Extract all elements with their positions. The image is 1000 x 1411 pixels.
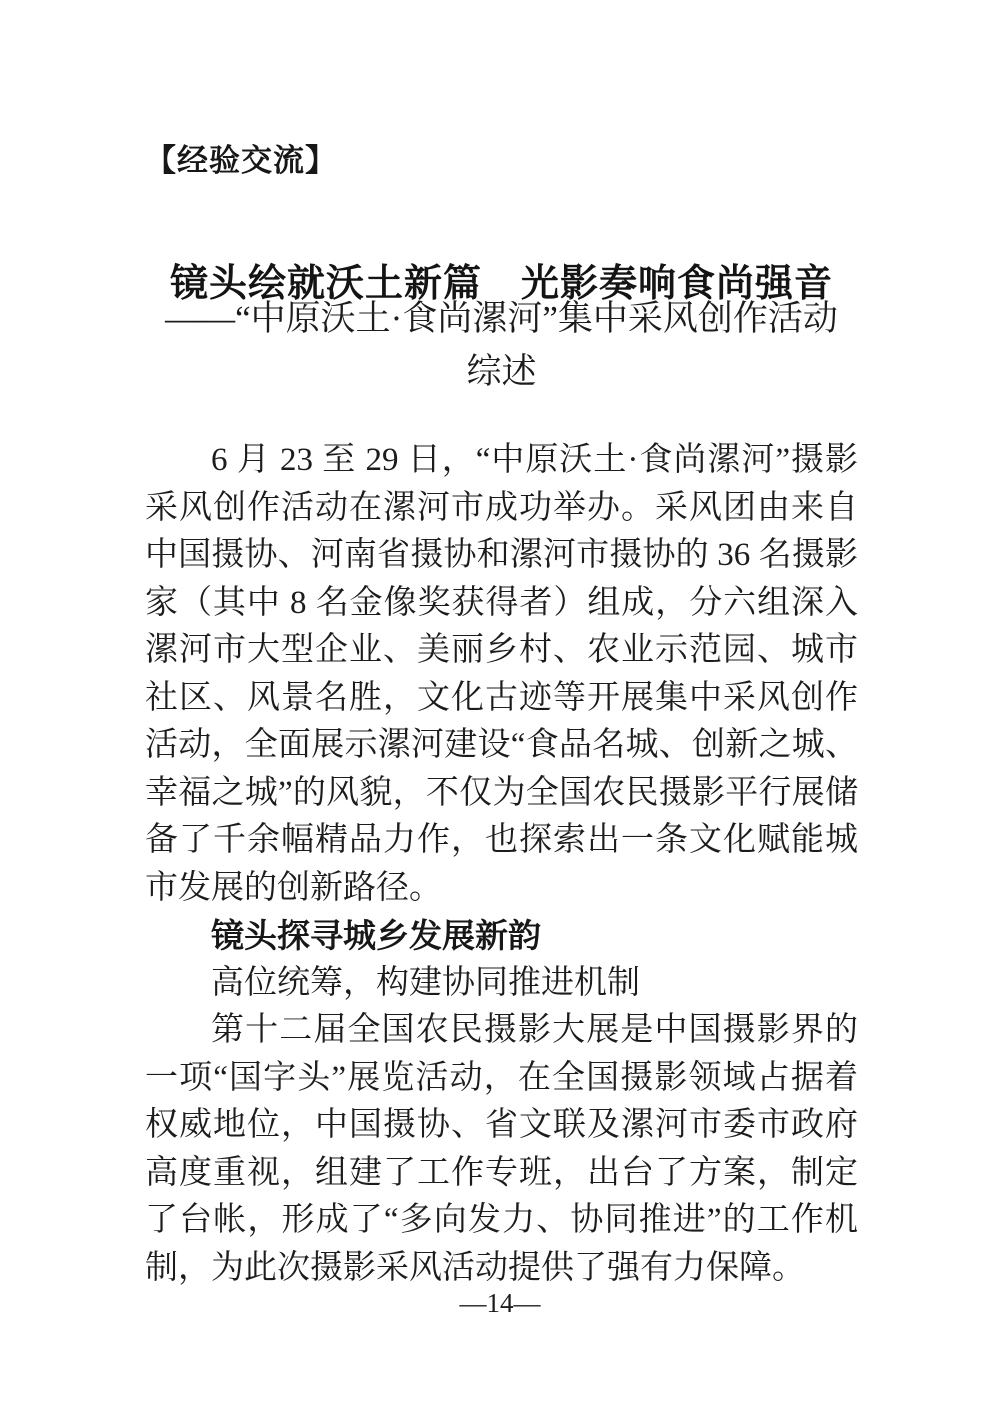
sub-heading: 高位统筹，构建协同推进机制 — [211, 964, 640, 1001]
section-heading: 镜头探寻城乡发展新韵 — [211, 917, 541, 954]
article-body — [145, 437, 858, 1292]
paragraph-2: 第十二届全国农民摄影大展是中国摄影界的一项“国字头”展览活动，在全国摄影领域占据着权威地位，中国摄协、省文联及漯河市委市政府高度重视，组建了工作专班，出台了方案，制定了台帐，形成了“多向发力、协同推进”的工作机制，为此次摄影采风活动提供了强有力保障。 — [145, 1012, 858, 1286]
category-tag: 【经验交流】 — [145, 143, 337, 178]
article-subtitle-line2: 综述 — [466, 352, 537, 391]
article-subtitle-line1: ——“中原沃土·食尚漯河”集中采风创作活动 — [165, 299, 838, 338]
article-title: 镜头绘就沃土新篇 光影奏响食尚强音 — [169, 263, 833, 306]
paragraph-1: 6 月 23 至 29 日，“中原沃土·食尚漯河”摄影采风创作活动在漯河市成功举办。采风团由来自中国摄协、河南省摄协和漯河市摄协的 36 名摄影家（其中 8 名金像奖获得者）组成，分六组深入漯河市大型企业、美丽乡村、农业示范园、城市社区、风景名胜，文化古迹等开展集中采风创作活动，全面展示漯河建设“食品名城、创新之城、幸福之城”的风貌，不仅为全国农民摄影平行展储备了千余幅精品力作，也探索出一条文化赋能城市发展的创新路径。 — [145, 442, 858, 906]
page-number: —14— — [459, 1288, 541, 1318]
